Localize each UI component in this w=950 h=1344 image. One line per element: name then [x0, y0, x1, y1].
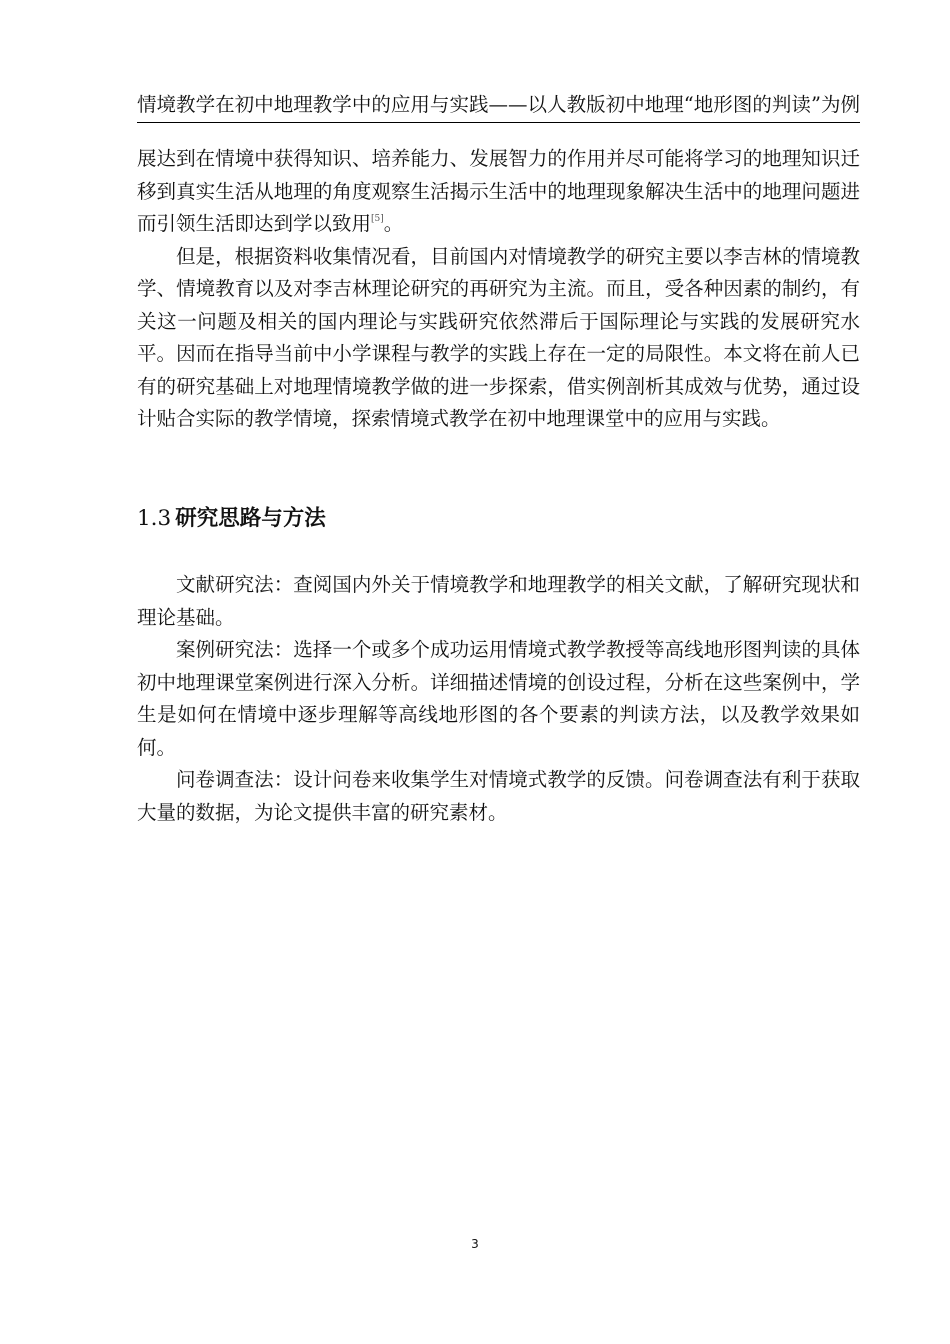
continued-paragraph-text: 展达到在情境中获得知识、培养能力、发展智力的作用并尽可能将学习的地理知识迁移到真实生活从地理的角度观察生活揭示生活中的地理现象解决生活中的地理问题进而引领生活即达到学以致用 — [137, 147, 860, 235]
continued-paragraph-end: 。 — [383, 212, 404, 235]
section-title: 研究思路与方法 — [175, 506, 326, 531]
method-literature-research: 文献研究法：查阅国内外关于情境教学和地理教学的相关文献，了解研究现状和理论基础。 — [137, 573, 860, 629]
intro-text-block — [137, 143, 860, 436]
section-heading — [137, 503, 326, 535]
citation-marker: [5] — [371, 214, 384, 224]
methods-text-block — [137, 569, 860, 829]
section-number: 1.3 — [137, 506, 172, 531]
continued-paragraph — [137, 143, 860, 241]
page-number: 3 — [471, 1237, 479, 1251]
method-questionnaire-survey: 问卷调查法：设计问卷来收集学生对情境式教学的反馈。问卷调查法有利于获取大量的数据，为论文提供丰富的研究素材。 — [137, 768, 860, 824]
method-case-study: 案例研究法：选择一个或多个成功运用情境式教学教授等高线地形图判读的具体初中地理课堂案例进行深入分析。详细描述情境的创设过程，分析在这些案例中，学生是如何在情境中逐步理解等高线地形图的各个要素的判读方法，以及教学效果如何。 — [137, 638, 860, 759]
running-header-title: 情境教学在初中地理教学中的应用与实践——以人教版初中地理“地形图的判读”为例 — [137, 90, 860, 123]
paragraph-research-status: 但是，根据资料收集情况看，目前国内对情境教学的研究主要以李吉林的情境教学、情境教育以及对李吉林理论研究的再研究为主流。而且，受各种因素的制约，有关这一问题及相关的国内理论与实践研究依然滞后于国际理论与实践的发展研究水平。因而在指导当前中小学课程与教学的实践上存在一定的局限性。本文将在前人已有的研究基础上对地理情境教学做的进一步探索，借实例剖析其成效与优势，通过设计贴合实际的教学情境，探索情境式教学在初中地理课堂中的应用与实践。 — [137, 244, 860, 430]
